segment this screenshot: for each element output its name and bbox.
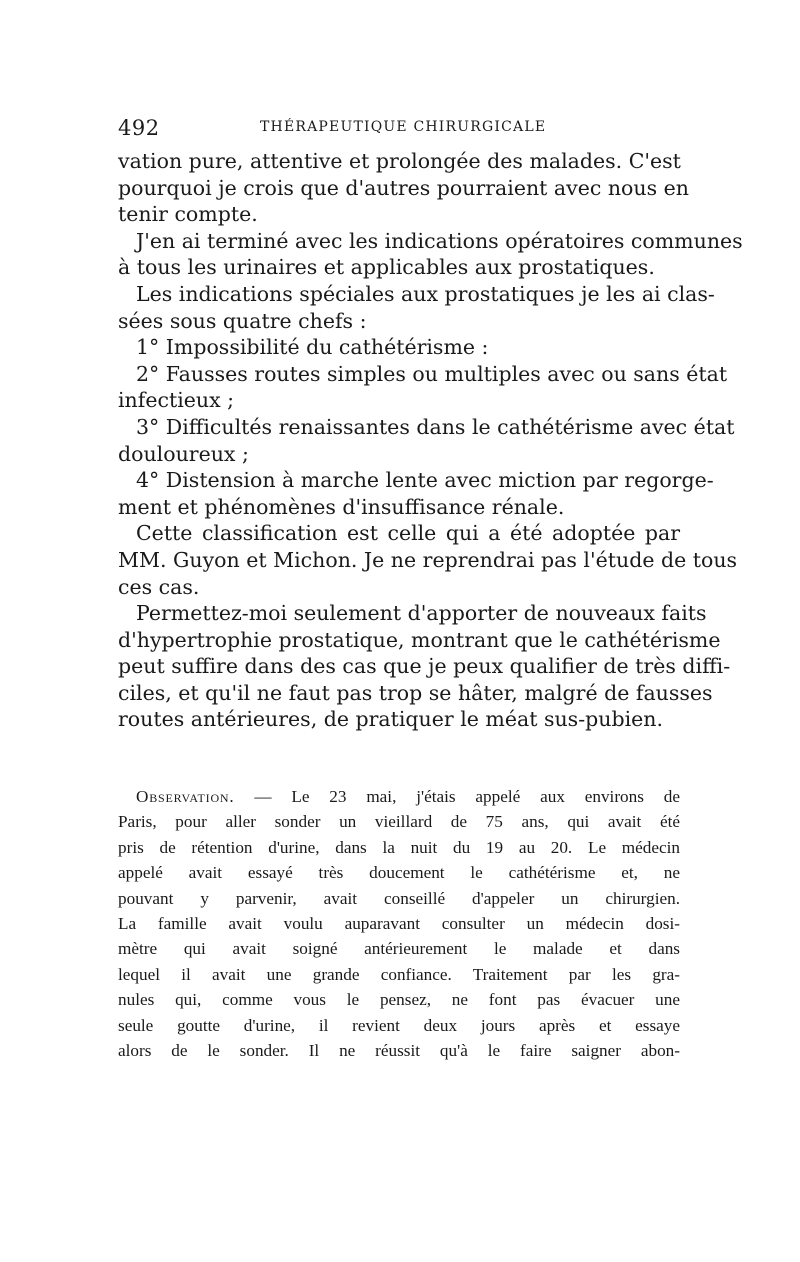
observation-line: nules qui, comme vous le pensez, ne font pas évacuer une [118,990,680,1010]
observation-line: pouvant y parvenir, avait conseillé d'appeler un chirurgien. [118,888,680,908]
observation-section [118,784,680,1063]
main-text [118,148,743,733]
list-item: 4° Distension à marche lente avec miction par regorge- [136,468,714,493]
observation-line: seule goutte d'urine, il revient deux jours après et essaye [118,1015,680,1035]
text-line: Cette classification est celle qui a été adoptée par [136,521,680,546]
observation-first-line [118,784,680,809]
observation-line: lequel il avait une grande confiance. Traitement par les gra- [118,964,680,984]
text-line: infectieux ; [118,388,235,413]
text-line: Les indications spéciales aux prostatiques je les ai clas- [136,281,715,306]
text-line: douloureux ; [118,441,249,466]
text-line: pourquoi je crois que d'autres pourraient avec nous en [118,175,689,200]
observation-line: appelé avait essayé très doucement le cathétérisme et, ne [118,863,680,883]
text-line: ment et phénomènes d'insuffisance rénale. [118,494,565,519]
observation-label: Observation. [136,787,235,806]
observation-first-line-text: — Le 23 mai, j'étais appelé aux environs de [234,787,680,806]
list-item: 3° Difficultés renaissantes dans le cathétérisme avec état [136,414,735,439]
text-line: à tous les urinaires et applicables aux prostatiques. [118,255,655,280]
page-header [118,116,680,140]
list-item: 1° Impossibilité du cathétérisme : [136,335,489,360]
text-line: Permettez-moi seulement d'apporter de nouveaux faits [136,601,707,626]
observation-line: mètre qui avait soigné antérieurement le malade et dans [118,939,680,959]
text-line: sées sous quatre chefs : [118,308,367,333]
list-item: 2° Fausses routes simples ou multiples avec ou sans état [136,361,728,386]
text-line: J'en ai terminé avec les indications opératoires communes [136,228,743,253]
text-line: vation pure, attentive et prolongée des malades. C'est [118,149,681,173]
text-line: routes antérieures, de pratiquer le méat sus-pubien. [118,707,663,732]
observation-line: pris de rétention d'urine, dans la nuit du 19 au 20. Le médecin [118,837,680,857]
text-line: d'hypertrophie prostatique, montrant que le cathétérisme [118,627,721,652]
text-line: peut suffire dans des cas que je peux qualifier de très diffi- [118,654,731,679]
text-line: ces cas. [118,574,200,599]
page-number: 492 [118,116,160,140]
observation-line: Paris, pour aller sonder un vieillard de 75 ans, qui avait été [118,812,680,832]
text-line: ciles, et qu'il ne faut pas trop se hâter, malgré de fausses [118,680,713,705]
running-title: THÉRAPEUTIQUE CHIRURGICALE [260,119,547,135]
observation-line: La famille avait voulu auparavant consulter un médecin dosi- [118,913,680,933]
text-line: tenir compte. [118,202,258,227]
observation-line: alors de le sonder. Il ne réussit qu'à le faire saigner abon- [118,1040,680,1060]
text-line: MM. Guyon et Michon. Je ne reprendrai pas l'étude de tous [118,547,738,572]
